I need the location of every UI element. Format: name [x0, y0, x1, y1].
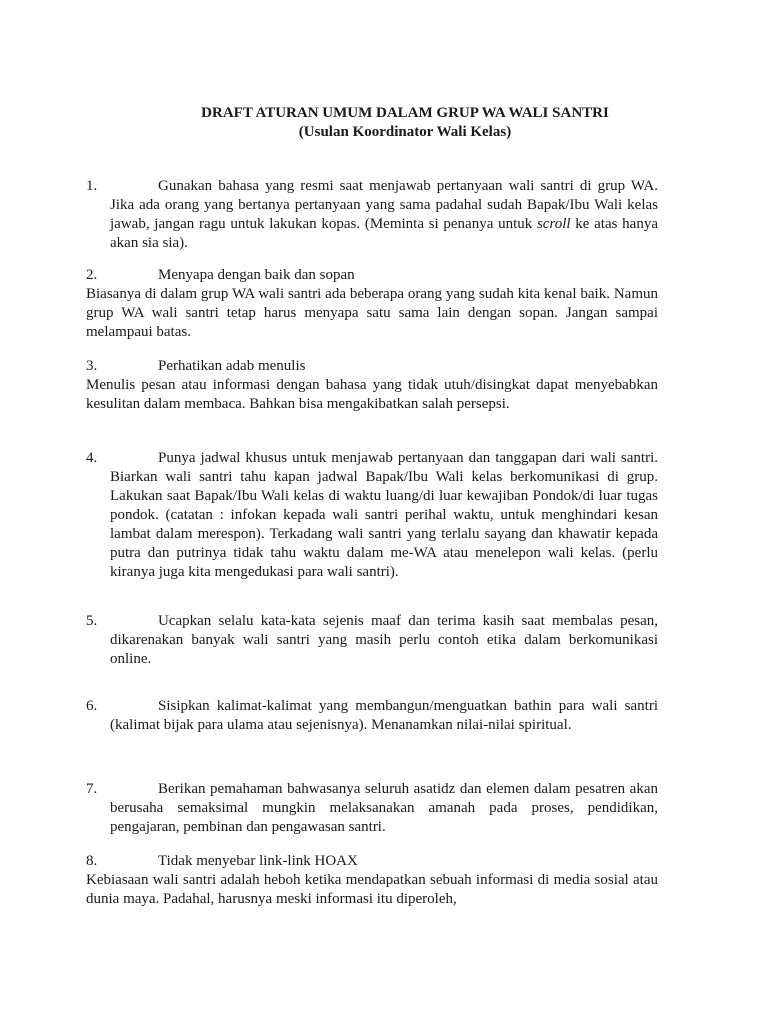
rule-item-1	[86, 177, 658, 253]
rule-text-part: ke atas hanya akan sia sia).	[110, 216, 658, 251]
rule-number: 5.	[86, 613, 98, 629]
rule-number: 3.	[86, 358, 98, 374]
rule-text: Kebiasaan wali santri adalah heboh ketika mendapatkan sebuah informasi di media sosial atau dunia maya. Padahal, harusnya meski informasi itu diperoleh,	[86, 872, 658, 907]
rule-text: Punya jadwal khusus untuk menjawab pertanyaan dan tanggapan dari wali santri. Biarkan wali santri tahu kapan jadwal Bapak/Ibu Wali kelas berkomunikasi di grup. Lakukan saat Bapak/Ibu Wali kelas di waktu luang/di luar kewajiban Pondok/di luar tugas pondok. (catatan : infokan kepada wali santri perihal waktu, untuk menghindari kesan lambat dalam merespon). Terkadang wali santri yang terlalu sayang dan khawatir kepada putra dan putrinya tidak tahu waktu dalam me-WA atau menelepon wali kelas. (perlu kiranya juga kita mengedukasi para wali santri).	[110, 450, 658, 580]
rule-text: Berikan pemahaman bahwasanya seluruh asatidz dan elemen dalam pesatren akan berusaha semaksimal mungkin melaksanakan amanah pada proses, pendidikan, pengajaran, pembinan dan pengawasan santri.	[110, 781, 658, 835]
rule-number: 1.	[86, 178, 98, 194]
rule-text: Sisipkan kalimat-kalimat yang membangun/menguatkan bathin para wali santri (kalimat bijak para ulama atau sejenisnya). Menanamkan nilai-nilai spiritual.	[110, 698, 658, 733]
rule-text-part: Gunakan bahasa yang resmi saat menjawab pertanyaan wali santri di grup WA. Jika ada orang yang bertanya pertanyaan yang sama padahal sudah Bapak/Ibu Wali kelas jawab, jangan ragu untuk lakukan kopas. (Meminta si penanya untuk	[110, 178, 658, 232]
rule-item-4	[86, 449, 658, 582]
rule-heading: Tidak menyebar link-link HOAX	[158, 853, 358, 869]
rule-number: 4.	[86, 450, 98, 466]
rule-number: 2.	[86, 267, 98, 283]
rule-text: Menulis pesan atau informasi dengan bahasa yang tidak utuh/disingkat dapat menyebabkan kesulitan dalam membaca. Bahkan bisa mengakibatkan salah persepsi.	[86, 377, 658, 412]
rule-item-5	[86, 612, 658, 669]
document-title: DRAFT ATURAN UMUM DALAM GRUP WA WALI SANTRI	[201, 105, 609, 121]
rule-heading: Perhatikan adab menulis	[158, 358, 306, 374]
rule-text-emphasis: scroll	[536, 216, 571, 232]
rule-number: 6.	[86, 698, 98, 714]
rule-item-6	[86, 697, 658, 735]
rule-item-8	[86, 852, 658, 909]
rule-text: Biasanya di dalam grup WA wali santri ada beberapa orang yang sudah kita kenal baik. Namun grup WA wali santri tetap harus menyapa satu sama lain dengan sopan. Jangan sampai melampaui batas.	[86, 286, 658, 340]
document-title-block	[0, 104, 768, 142]
rule-item-7	[86, 780, 658, 837]
rule-number: 7.	[86, 781, 98, 797]
rule-item-2	[86, 266, 658, 342]
rule-number: 8.	[86, 853, 98, 869]
rule-heading: Menyapa dengan baik dan sopan	[158, 267, 355, 283]
document-subtitle: (Usulan Koordinator Wali Kelas)	[298, 124, 512, 140]
rule-text: Ucapkan selalu kata-kata sejenis maaf dan terima kasih saat membalas pesan, dikarenakan banyak wali santri yang masih perlu contoh etika dalam berkomunikasi online.	[110, 613, 658, 667]
rule-text	[110, 177, 658, 253]
rule-item-3	[86, 357, 658, 414]
